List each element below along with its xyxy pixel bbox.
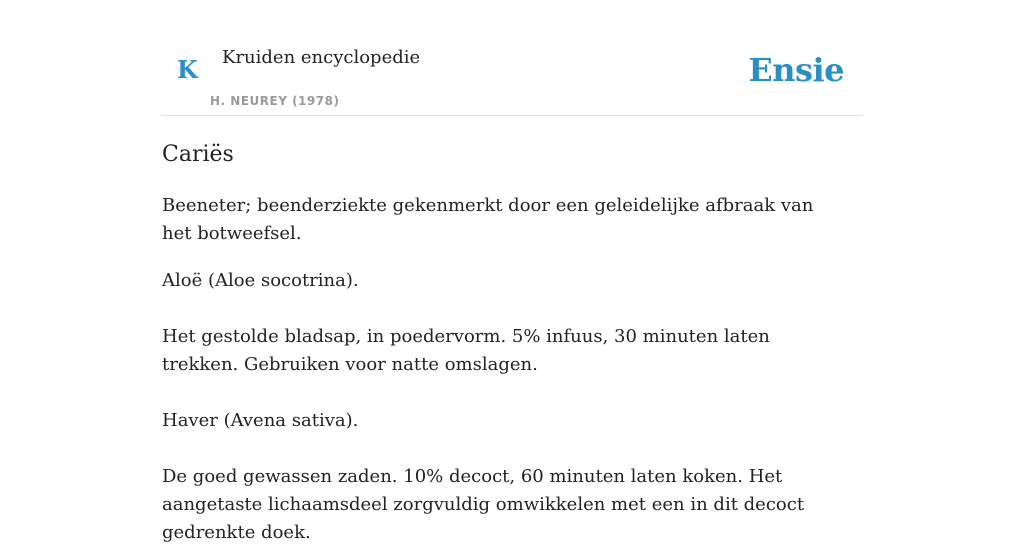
ensie-logo-link[interactable]: Ensie bbox=[748, 51, 844, 89]
book-title-link[interactable]: Kruiden encyclopedie bbox=[222, 47, 421, 68]
entry-article bbox=[162, 138, 842, 547]
remedy-name-aloe: Aloë (Aloe socotrina). bbox=[162, 270, 359, 291]
remedy-name-haver: Haver (Avena sativa). bbox=[162, 410, 359, 431]
entry-definition: Beeneter; beenderziekte gekenmerkt door een geleidelijke afbraak van het botweefsel. bbox=[162, 195, 814, 244]
book-header bbox=[162, 0, 862, 116]
book-logo[interactable]: K bbox=[177, 55, 198, 84]
remedy-instructions-haver: De goed gewassen zaden. 10% decoct, 60 minuten laten koken. Het aangetaste lichaamsdeel zorgvuldig omwikkelen met een in dit decoct gedrenkte doek. bbox=[162, 466, 805, 543]
remedy-instructions-aloe: Het gestolde bladsap, in poedervorm. 5% infuus, 30 minuten laten trekken. Gebruiken voor natte omslagen. bbox=[162, 326, 770, 375]
entry-title: Cariës bbox=[162, 142, 234, 167]
book-author: H. NEUREY (1978) bbox=[210, 94, 340, 108]
